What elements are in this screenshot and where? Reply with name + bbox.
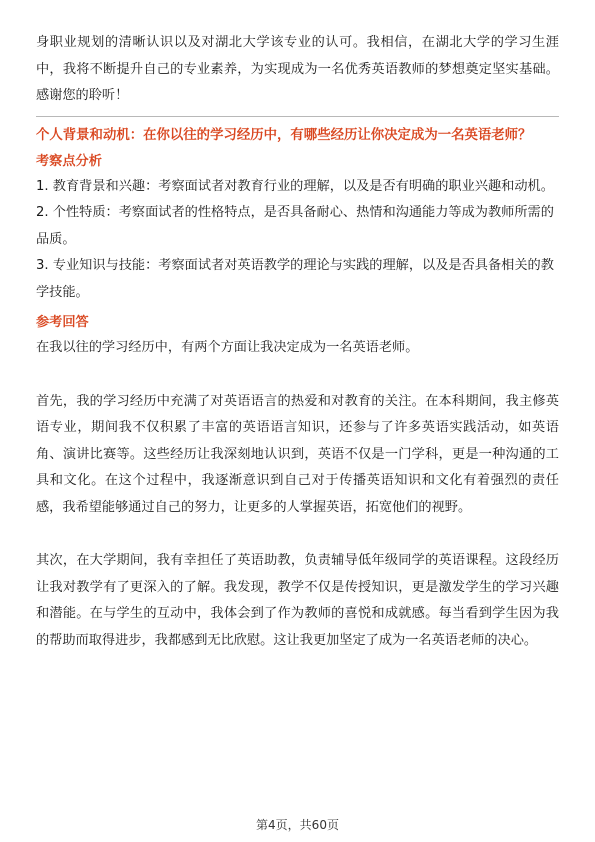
answer-opening: 在我以往的学习经历中，有两个方面让我决定成为一名英语老师。: [36, 340, 419, 355]
section-divider: [36, 116, 559, 117]
analysis-list: [36, 174, 559, 307]
page-number: 第4页，共60页: [256, 818, 339, 832]
analysis-heading: 考察点分析: [36, 153, 102, 169]
answer-paragraph: 其次，在大学期间，我有幸担任了英语助教，负责辅导低年级同学的英语课程。这段经历让我对教学有了更深入的了解。我发现，教学不仅是传授知识，更是激发学生的学习兴趣和潜能。在与学生的互动中，我体会到了作为教师的喜悦和成就感。每当看到学生因为我的帮助而取得进步，我都感到无比欣慰。这让我更加坚定了成为一名英语老师的决心。: [36, 553, 559, 648]
paragraph-spacer: [36, 362, 559, 389]
analysis-item: 3. 专业知识与技能：考察面试者对英语教学的理论与实践的理解，以及是否具备相关的教学技能。: [36, 258, 554, 300]
intro-paragraph: 身职业规划的清晰认识以及对湖北大学该专业的认可。我相信，在湖北大学的学习生涯中，我将不断提升自己的专业素养，为实现成为一名优秀英语教师的梦想奠定坚实基础。感谢您的聆听！: [36, 35, 559, 103]
paragraph-spacer: [36, 521, 559, 548]
analysis-item: 2. 个性特质：考察面试者的性格特点，是否具备耐心、热情和沟通能力等成为教师所需的品质。: [36, 205, 554, 247]
answer-heading: 参考回答: [36, 315, 89, 330]
answer-paragraph: 首先，我的学习经历中充满了对英语语言的热爱和对教育的关注。在本科期间，我主修英语专业，期间我不仅积累了丰富的英语语言知识，还参与了许多英语实践活动，如英语角、演讲比赛等。这些经历让我深刻地认识到，英语不仅是一门学科，更是一种沟通的工具和文化。在这个过程中，我逐渐意识到自己对于传播英语知识和文化有着强烈的责任感，我希望能够通过自己的努力，让更多的人掌握英语，拓宽他们的视野。: [36, 393, 559, 515]
question-title: 个人背景和动机：在你以往的学习经历中，有哪些经历让你决定成为一名英语老师？: [36, 127, 532, 143]
analysis-item: 1. 教育背景和兴趣：考察面试者对教育行业的理解，以及是否有明确的职业兴趣和动机。: [36, 178, 554, 194]
document-page: [36, 30, 559, 654]
